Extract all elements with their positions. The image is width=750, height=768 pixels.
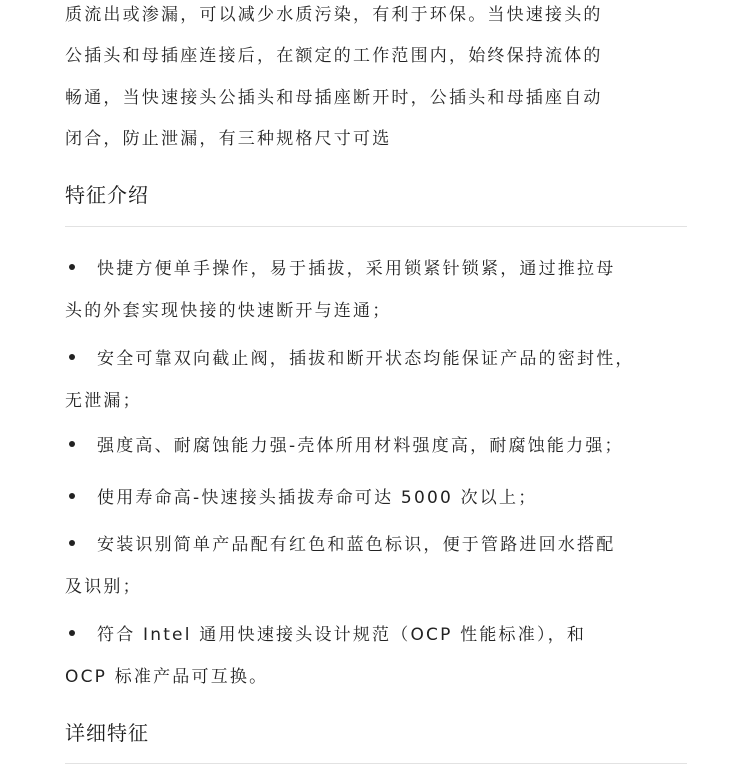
bullet-icon xyxy=(69,354,75,360)
list-item xyxy=(65,257,615,281)
bullet-icon xyxy=(69,630,75,636)
details-heading: 详细特征 xyxy=(65,721,149,745)
intro-line: 畅通，当快速接头公插头和母插座断开时，公插头和母插座自动 xyxy=(65,88,603,108)
list-item-text: 强度高、耐腐蚀能力强-壳体所用材料强度高，耐腐蚀能力强； xyxy=(97,436,624,456)
bullet-icon xyxy=(69,441,75,447)
list-item-continuation: 及识别； xyxy=(65,577,142,597)
list-item-continuation: 无泄漏； xyxy=(65,391,142,411)
intro-line: 质流出或渗漏，可以减少水质污染，有利于环保。当快速接头的 xyxy=(65,5,603,25)
features-divider xyxy=(65,226,687,227)
bullet-icon xyxy=(69,264,75,270)
list-item xyxy=(65,533,615,557)
bullet-icon xyxy=(69,493,75,499)
list-item-continuation: OCP 标准产品可互换。 xyxy=(65,667,269,687)
features-heading: 特征介绍 xyxy=(65,183,149,207)
list-item-text: 使用寿命高-快速接头插拔寿命可达 5000 次以上； xyxy=(97,488,538,508)
list-item xyxy=(65,347,635,371)
list-item-text: 安装识别简单产品配有红色和蓝色标识，便于管路进回水搭配 xyxy=(97,535,616,555)
list-item xyxy=(65,486,537,510)
list-item xyxy=(65,623,586,647)
list-item-continuation: 头的外套实现快接的快速断开与连通； xyxy=(65,301,392,321)
list-item xyxy=(65,434,624,458)
intro-line: 公插头和母插座连接后，在额定的工作范围内，始终保持流体的 xyxy=(65,46,603,66)
bullet-icon xyxy=(69,540,75,546)
details-divider xyxy=(65,763,687,764)
list-item-text: 符合 Intel 通用快速接头设计规范（OCP 性能标准），和 xyxy=(97,625,587,645)
intro-line: 闭合，防止泄漏，有三种规格尺寸可选 xyxy=(65,129,392,149)
list-item-text: 安全可靠双向截止阀，插拔和断开状态均能保证产品的密封性， xyxy=(97,349,635,369)
list-item-text: 快捷方便单手操作，易于插拔，采用锁紧针锁紧，通过推拉母 xyxy=(97,259,616,279)
